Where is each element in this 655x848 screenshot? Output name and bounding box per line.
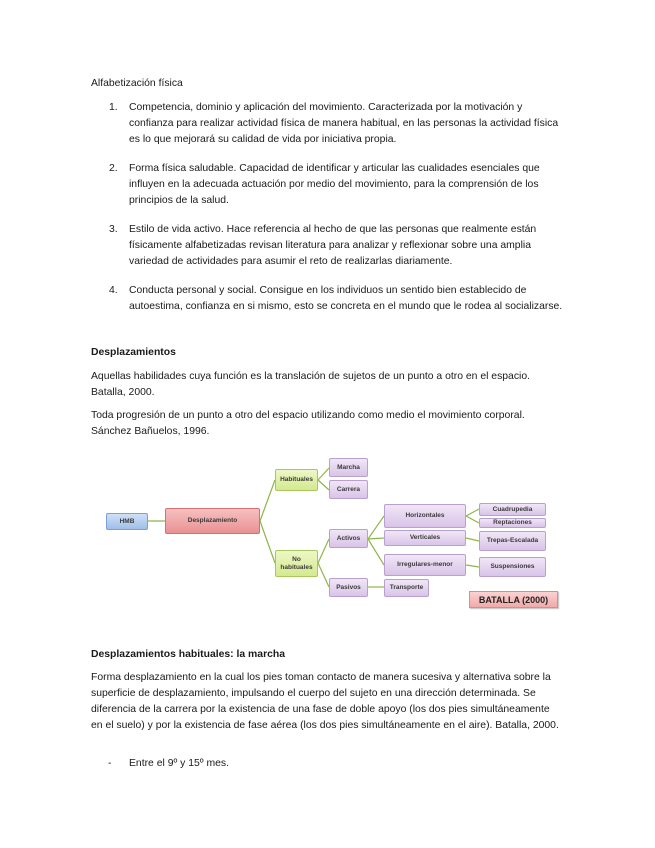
connector-line [368, 539, 384, 565]
node-activos: Activos [329, 529, 368, 548]
list-item [91, 161, 563, 209]
node-irregulares: Irregulares-menor [384, 554, 466, 576]
list-number: 1. [109, 102, 118, 113]
node-pasivos: Pasivos [329, 578, 368, 597]
list-text: Competencia, dominio y aplicación del movimiento. Caracterizada por la motivación y confianza para realizar actividad física de manera habitual, en las personas la actividad física es lo que mejorará su calidad de vida por iniciativa propia. [129, 102, 559, 145]
list-item [91, 283, 563, 315]
connector-line [260, 521, 275, 563]
bullet-dash: - [108, 758, 112, 769]
node-no-habituales: No habituales [275, 550, 318, 577]
marcha-heading: Desplazamientos habituales: la marcha [91, 649, 286, 660]
desplazamientos-definition-1: Aquellas habilidades cuya función es la translación de sujetos de un punto a otro en el espacio. Batalla, 2000. [91, 371, 531, 398]
list-text: Forma física saludable. Capacidad de identificar y articular las cualidades esenciales que influyen en la adecuada actuación por medio del movimiento, para la comprensión de los principios de la salud. [129, 163, 540, 206]
list-number: 2. [109, 163, 118, 174]
citation-badge: BATALLA (2000) [469, 591, 558, 608]
list-text: Estilo de vida activo. Hace referencia al hecho de que las personas que realmente están físicamente alfabetizadas revisan literatura para analizar y reflexionar sobre una amplia variedad de actividades para asumir el reto de realizarlas diariamente. [129, 224, 537, 267]
connector-line [466, 538, 479, 541]
node-reptaciones: Reptaciones [479, 518, 546, 528]
alfabetizacion-heading: Alfabetización física [91, 78, 183, 89]
node-desplazamiento: Desplazamiento [165, 508, 260, 534]
connector-line [466, 516, 479, 523]
list-number: 3. [109, 224, 118, 235]
node-suspensiones: Suspensiones [479, 557, 546, 577]
desplazamientos-definition-2: Toda progresión de un punto a otro del espacio utilizando como medio el movimiento corporal. Sánchez Bañuelos, 1996. [91, 410, 525, 437]
marcha-definition: Forma desplazamiento en la cual los pies toman contacto de manera sucesiva y alternativa sobre la superficie de desplazamiento, impulsando el cuerpo del sujeto en una dirección determinada. Se diferencia de la carrera por la existencia de una fase de doble apoyo (los dos pies simultáneamente en el suelo) y por la existencia de fase aérea (los dos pies simultáneamente en el aire). Batalla, 2000. [91, 672, 559, 731]
connector-line [318, 468, 329, 480]
node-cuadrupedia: Cuadrupedia [479, 503, 546, 516]
connector-line [466, 565, 479, 567]
connector-line [368, 516, 384, 539]
connector-line [318, 563, 329, 587]
node-hmb: HMB [106, 513, 148, 530]
list-item [91, 100, 563, 148]
connector-line [260, 480, 275, 521]
list-number: 4. [109, 285, 118, 296]
connector-line [368, 538, 384, 539]
alfabetizacion-list [91, 100, 563, 315]
node-trepas: Trepas-Escalada [479, 531, 546, 551]
node-marcha: Marcha [329, 458, 368, 477]
node-transporte: Transporte [384, 579, 429, 597]
node-habituales: Habituales [275, 469, 318, 491]
list-text: Conducta personal y social. Consigue en los individuos un sentido bien establecido de autoestima, confianza en si mismo, esto se concreta en el mundo que le rodea al socializarse. [129, 285, 563, 312]
node-horizontales: Horizontales [384, 504, 466, 528]
connector-line [318, 539, 329, 563]
desplazamientos-heading: Desplazamientos [91, 347, 176, 358]
connector-line [466, 509, 479, 516]
node-verticales: Verticales [384, 530, 466, 546]
bullet-text: Entre el 9º y 15º mes. [129, 758, 229, 769]
list-item [91, 222, 563, 270]
node-carrera: Carrera [329, 480, 368, 499]
connector-line [318, 480, 329, 490]
